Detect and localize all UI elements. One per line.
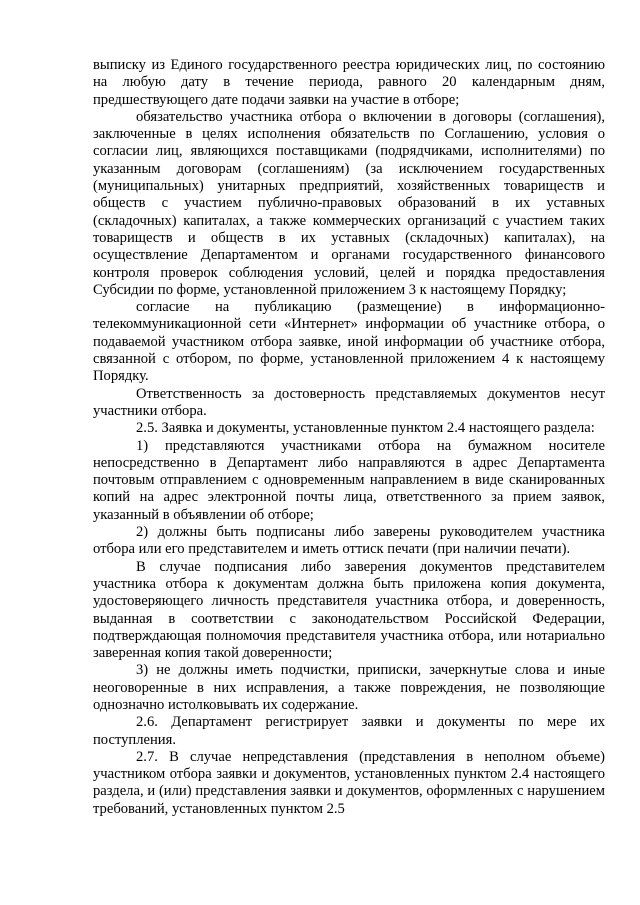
paragraph-egrul-extract: выписку из Единого государственного реестра юридических лиц, по состоянию на любую дату в течение периода, равного 20 календарным дням, предшествующего дате подачи заявки на участие в отборе; [93, 57, 605, 108]
paragraph-2-5-item-3: 3) не должны иметь подчистки, приписки, зачеркнутые слова и иные неоговоренные в них исправления, а также повреждения, не позволяющие однозначно истолковывать их содержание. [93, 662, 605, 713]
paragraph-contract-obligation: обязательство участника отбора о включении в договоры (соглашения), заключенные в целях исполнения обязательств по Соглашению, условия о согласии лиц, являющихся поставщиками (подрядчиками, исполнителями) по указанным договорам (соглашениям) (за исключением государственных (муниципальных) унитарных предприятий, хозяйственных товариществ и обществ с участием публично-правовых образований в их уставных (складочных) капиталах, а также коммерческих организаций с участием таких товариществ и обществ в их уставных (складочных) капиталах), на осуществление Департаментом и органами государственного финансового контроля проверок соблюдения условий, целей и порядка предоставления Субсидии по форме, установленной приложением 3 к настоящему Порядку; [93, 108, 605, 298]
paragraph-representative: В случае подписания либо заверения документов представителем участника отбора к документам должна быть приложена копия документа, удостоверяющего личность представителя участника отбора, и доверенность, выданная в соответствии с законодательством Российской Федерации, подтверждающая полномочия представителя участника отбора, или нотариально заверенная копия такой доверенности; [93, 558, 605, 662]
document-page [93, 57, 605, 818]
paragraph-publication-consent: согласие на публикацию (размещение) в информационно-телекоммуникационной сети «Интернет» информации об участнике отбора, о подаваемой участником отбора заявке, иной информации об участнике отбора, связанной с отбором, по форме, установленной приложением 4 к настоящему Порядку. [93, 299, 605, 385]
paragraph-2-5-item-2: 2) должны быть подписаны либо заверены руководителем участника отбора или его представителем и иметь оттиск печати (при наличии печати). [93, 524, 605, 558]
paragraph-responsibility: Ответственность за достоверность представляемых документов несут участники отбора. [93, 385, 605, 419]
paragraph-2-5-item-1: 1) представляются участниками отбора на бумажном носителе непосредственно в Департамент либо направляются в адрес Департамента почтовым отправлением с одновременным направлением в виде сканированных копий на адрес электронной почты лица, ответственного за прием заявок, указанный в объявлении об отборе; [93, 437, 605, 523]
paragraph-2-7: 2.7. В случае непредставления (представления в неполном объеме) участником отбора заявки и документов, установленных пунктом 2.4 настоящего раздела, и (или) представления заявки и документов, оформленных с нарушением требований, установленных пунктом 2.5 [93, 748, 605, 817]
paragraph-2-6: 2.6. Департамент регистрирует заявки и документы по мере их поступления. [93, 714, 605, 748]
paragraph-2-5: 2.5. Заявка и документы, установленные пунктом 2.4 настоящего раздела: [136, 420, 595, 437]
